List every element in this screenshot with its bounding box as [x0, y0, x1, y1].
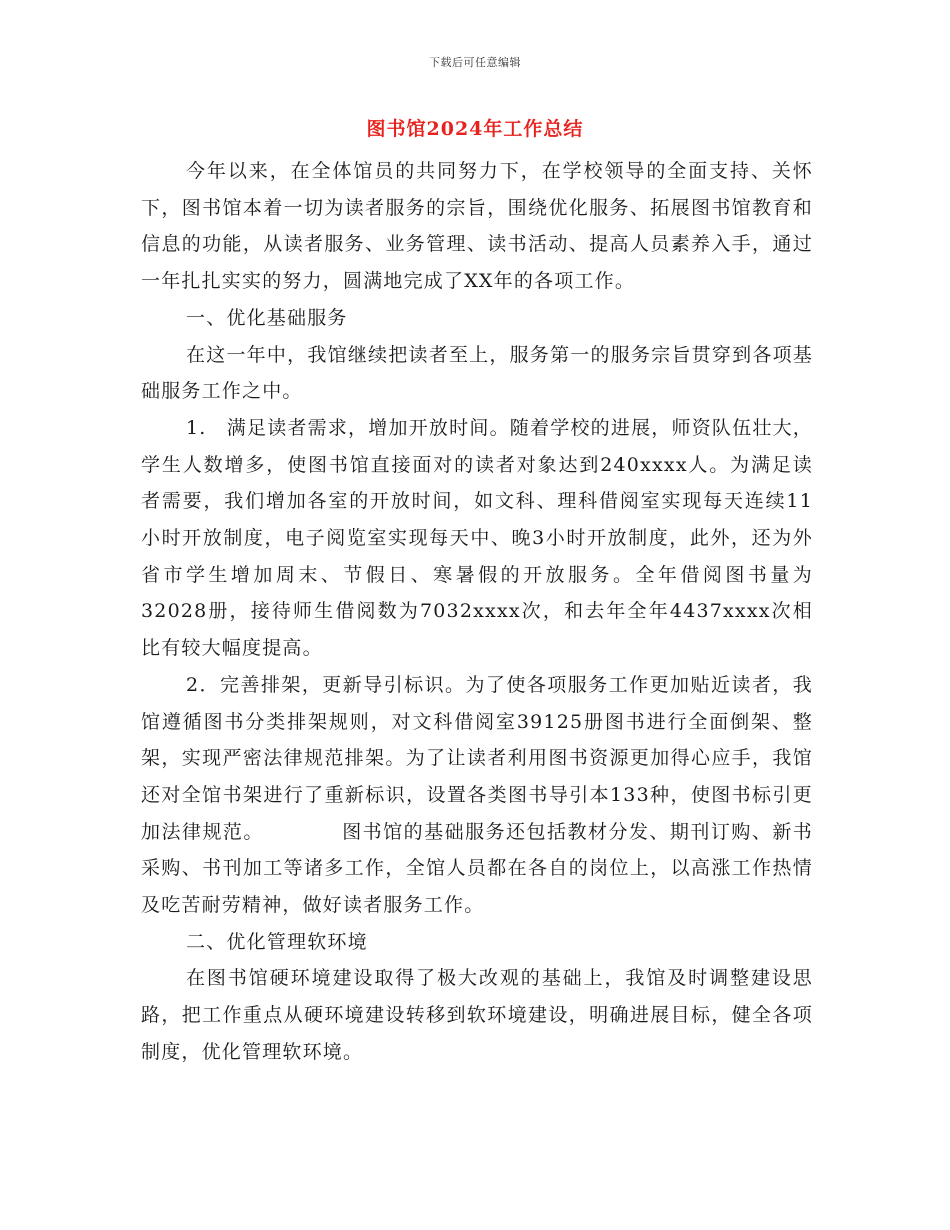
- header-note: 下载后可任意编辑: [429, 56, 521, 69]
- paragraph-intro: 今年以来，在全体馆员的共同努力下，在学校领导的全面支持、关怀下，图书馆本着一切为读者服务的宗旨，围绕优化服务、拓展图书馆教育和信息的功能，从读者服务、业务管理、读书活动、提高人员素养入手，通过一年扎扎实实的努力，圆满地完成了XX年的各项工作。: [141, 160, 813, 293]
- paragraph-item-1: 1. 满足读者需求，增加开放时间。随着学校的进展，师资队伍壮大，学生人数增多，使图书馆直接面对的读者对象达到240xxxx人。为满足读者需要，我们增加各室的开放时间，如文科、理科借阅室实现每天连续11小时开放制度，电子阅览室实现每天中、晚3小时开放制度，此外，还为外省市学生增加周末、节假日、寒暑假的开放服务。全年借阅图书量为32028册，接待师生借阅数为7032xxxx次，和去年全年4437xxxx次相比有较大幅度提高。: [141, 416, 813, 660]
- section-heading-2: 二、优化管理软环境: [186, 930, 368, 953]
- paragraph-item-2-text: 2．完善排架，更新导引标识。为了使各项服务工作更加贴近读者，我馆遵循图书分类排架规则，对文科借阅室39125册图书进行全面倒架、整架，实现严密法律规范排架。为了让读者利用图书资源更加得心应手，我馆还对全馆书架进行了重新标识，设置各类图书导引本133种，使图书标引更加法律规范。: [141, 673, 813, 843]
- document-body: [141, 153, 813, 1071]
- paragraph-item-2: [141, 667, 813, 924]
- section-heading-1: 一、优化基础服务: [186, 306, 348, 329]
- paragraph-basic-services: 图书馆的基础服务还包括教材分发、期刊订购、新书采购、书刊加工等诸多工作，全馆人员都在各自的岗位上，以高涨工作热情及吃苦耐劳精神，做好读者服务工作。: [141, 820, 814, 917]
- paragraph-section2-intro: 在图书馆硬环境建设取得了极大改观的基础上，我馆及时调整建设思路，把工作重点从硬环境建设转移到软环境建设，明确进展目标，健全各项制度，优化管理软环境。: [141, 967, 813, 1063]
- paragraph-section1-intro: 在这一年中，我馆继续把读者至上，服务第一的服务宗旨贯穿到各项基础服务工作之中。: [141, 343, 813, 403]
- document-title: 图书馆2024年工作总结: [366, 118, 584, 140]
